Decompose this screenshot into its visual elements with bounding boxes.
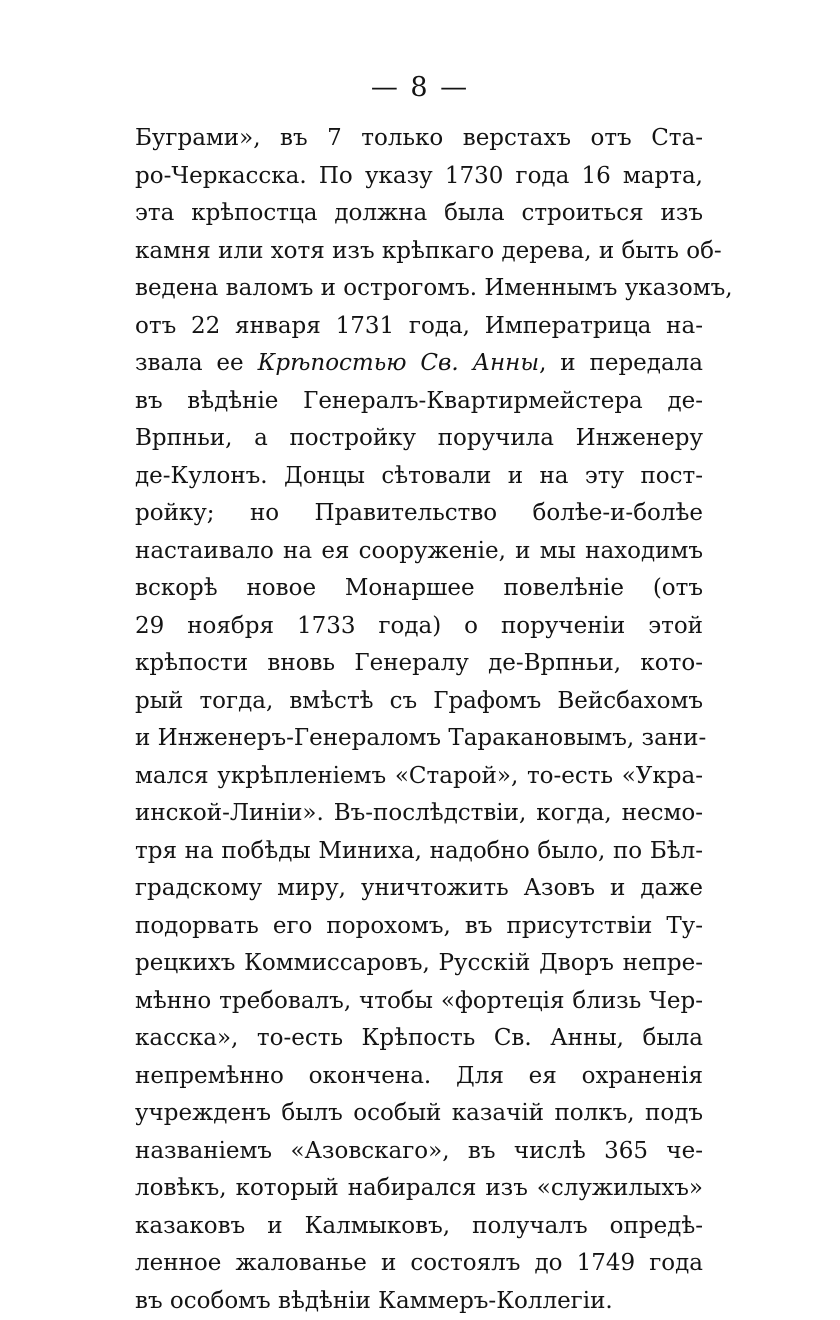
text-line: казаковъ и Калмыковъ, получалъ опредѣ- (135, 1208, 703, 1246)
text-line: градскому миру, уничтожить Азовъ и даже (135, 870, 703, 908)
text-line: камня или хотя изъ крѣпкаго дерева, и быть об- (135, 233, 703, 271)
body-text (135, 120, 703, 1320)
text-line: вскорѣ новое Монаршее повелѣніе (отъ (135, 570, 703, 608)
text-line: ленное жалованье и состоялъ до 1749 года (135, 1245, 703, 1283)
text-line: мался укрѣпленіемъ «Старой», то-есть «Укра- (135, 758, 703, 796)
italic-fortress-name: Крѣпостью Св. Анны (258, 350, 540, 376)
text-line: касска», то-есть Крѣпость Св. Анны, была (135, 1020, 703, 1058)
text-line: Буграми», въ 7 только верстахъ отъ Ста- (135, 120, 703, 158)
text-line: рый тогда, вмѣстѣ съ Графомъ Вейсбахомъ (135, 683, 703, 721)
text-line: 29 ноября 1733 года) о порученіи этой (135, 608, 703, 646)
line-segment: , и передала (539, 350, 703, 376)
text-line: ро-Черкасска. По указу 1730 года 16 марта, (135, 158, 703, 196)
text-line: подорвать его порохомъ, въ присутствіи Ту- (135, 908, 703, 946)
text-line: учрежденъ былъ особый казачій полкъ, подъ (135, 1095, 703, 1133)
text-line: непремѣнно окончена. Для ея охраненія (135, 1058, 703, 1096)
text-line: настаивало на ея сооруженіе, и мы находимъ (135, 533, 703, 571)
text-line: ведена валомъ и острогомъ. Именнымъ указомъ, (135, 270, 703, 308)
text-line: крѣпости вновь Генералу де-Врпньи, кото- (135, 645, 703, 683)
text-line: отъ 22 января 1731 года, Императрица на- (135, 308, 703, 346)
text-line-last: въ особомъ вѣдѣніи Каммеръ-Коллегіи. (135, 1283, 703, 1320)
page-number: — 8 — (0, 72, 840, 103)
text-line: Врпньи, а постройку поручила Инженеру (135, 420, 703, 458)
text-line: мѣнно требовалъ, чтобы «фортеція близь Чер- (135, 983, 703, 1021)
text-line: де-Кулонъ. Донцы сѣтовали и на эту пост- (135, 458, 703, 496)
text-line: ройку; но Правительство болѣе-и-болѣе (135, 495, 703, 533)
text-line: названіемъ «Азовскаго», въ числѣ 365 че- (135, 1133, 703, 1171)
text-line: инской-Линіи». Въ-послѣдствіи, когда, несмо- (135, 795, 703, 833)
line-segment: звала ее (135, 350, 258, 376)
text-line: и Инженеръ-Генераломъ Таракановымъ, зани- (135, 720, 703, 758)
text-line: въ вѣдѣніе Генералъ-Квартирмейстера де- (135, 383, 703, 421)
text-line: рецкихъ Коммиссаровъ, Русскій Дворъ непре- (135, 945, 703, 983)
text-line-with-italic (135, 345, 703, 383)
text-line: эта крѣпостца должна была строиться изъ (135, 195, 703, 233)
text-line: ловѣкъ, который набирался изъ «служилыхъ» (135, 1170, 703, 1208)
text-line: тря на побѣды Миниха, надобно было, по Бѣл- (135, 833, 703, 871)
